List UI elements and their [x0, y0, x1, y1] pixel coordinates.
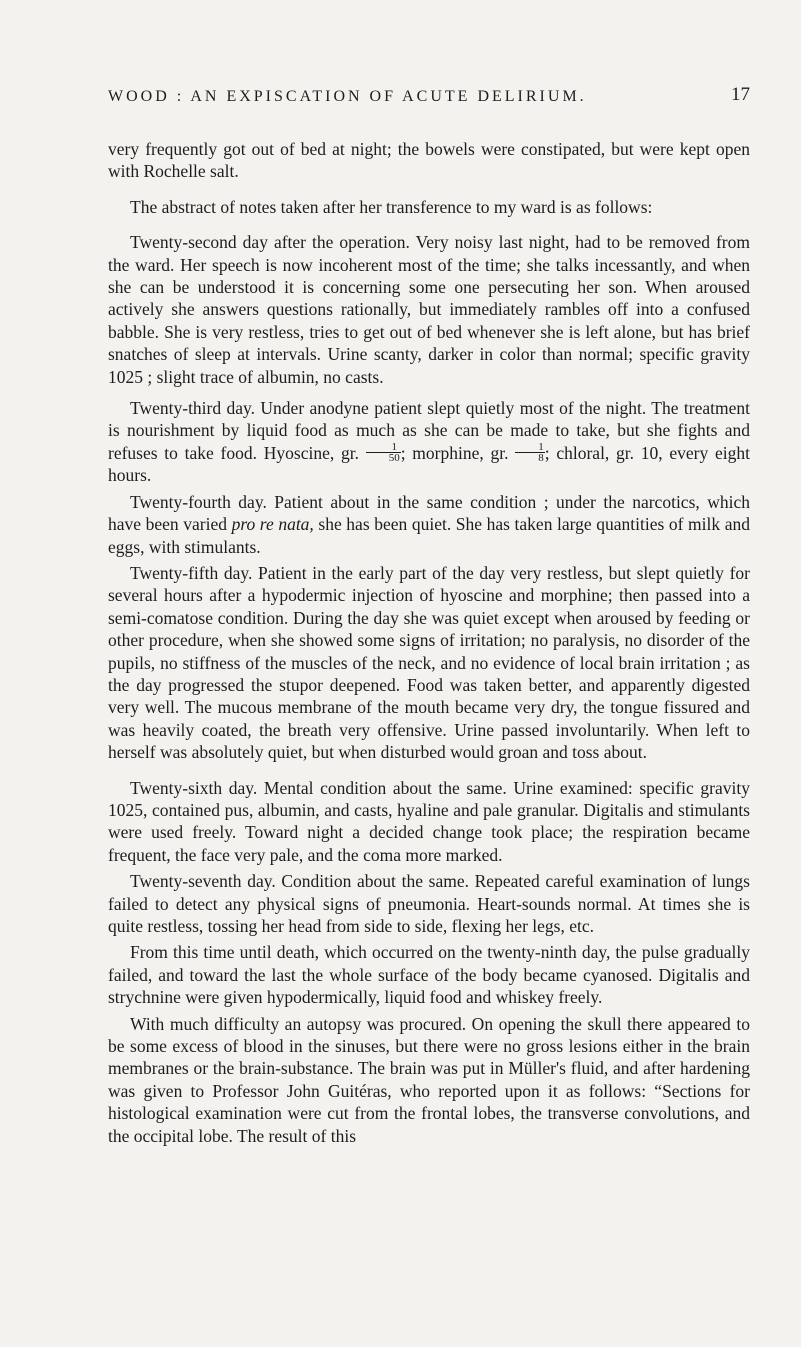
- paragraph-death: From this time until death, which occurred on the twenty-ninth day, the pulse gradually failed, and toward the last the whole surface of the body became cyanosed. Digitalis and strychnine were given hypodermically, liquid food and whiskey freely.: [108, 942, 750, 1008]
- day-23-text-middle: ; morphine, gr.: [400, 442, 516, 463]
- fraction-morphine-dose: [515, 442, 545, 463]
- paragraph-day-27: Twenty-seventh day. Condition about the same. Repeated careful examination of lungs failed to detect any physical signs of pneumonia. Heart-sounds normal. At times she is quite restless, tossing her head from side to side, flexing her legs, etc.: [108, 871, 750, 936]
- page-number: 17: [731, 84, 750, 105]
- day-24-text-after: she has been quiet. She has taken large quantities of milk and eggs, with stimulants.: [108, 514, 751, 557]
- fraction-numerator: 1: [366, 442, 401, 453]
- paragraph-day-23: [108, 397, 750, 487]
- running-header: [108, 84, 750, 110]
- paragraph-day-25: Twenty-fifth day. Patient in the early part of the day very restless, but slept quietly for several hours after a hypodermic injection of hyoscine and morphine; then passed into a semi-comatose condition. During the day she was quiet except when aroused by feeding or other procedure, when she showed some signs of irritation; no paralysis, no disorder of the pupils, no stiffness of the muscles of the neck, and no evidence of local brain irritation ; as the day progressed the stupor deepened. Food was taken better, and apparently digested very well. The mucous membrane of the mouth became very dry, the tongue fissured and was heavily coated, the breath very offensive. Urine passed involuntarily. When left to herself was absolutely quiet, but when disturbed would groan and toss about.: [108, 562, 750, 763]
- day-23-text-after: ; chloral, gr. 10, every eight hours.: [108, 442, 750, 486]
- paragraph-day-26: Twenty-sixth day. Mental condition about the same. Urine examined: specific gravity 1025, contained pus, albumin, and casts, hyaline and pale granular. Digitalis and stimulants were used freely. Toward night a decided change took place; the respiration became frequent, the face very pale, and the coma more marked.: [108, 777, 750, 865]
- day-24-text-before: Twenty-fourth day. Patient about in the same condition ; under the narcotics, which have been varied: [108, 491, 750, 535]
- fraction-hyoscine-dose: [366, 442, 401, 463]
- running-title: WOOD : AN EXPISCATION OF ACUTE DELIRIUM.: [108, 88, 587, 105]
- paragraph-day-24: [108, 491, 750, 558]
- fraction-numerator: 1: [515, 442, 545, 453]
- day-24-italic-phrase: pro re nata,: [231, 514, 314, 535]
- paragraph-abstract-intro: The abstract of notes taken after her transference to my ward is as follows:: [130, 196, 653, 217]
- day-23-text-before: Twenty-third day. Under anodyne patient slept quietly most of the night. The treatment is nourishment by liquid food as much as she can be made to take, but she fights and refuses to take food. Hyoscine, gr.: [108, 398, 750, 463]
- body-text: [108, 138, 750, 1147]
- fraction-denominator: 8: [538, 451, 544, 464]
- paragraph-autopsy: With much difficulty an autopsy was procured. On opening the skull there appeared to be some excess of blood in the sinuses, but there were no gross lesions either in the brain membranes or the brain-substance. The brain was put in Müller's fluid, and after hardening was given to Professor John Guitéras, who reported upon it as follows: “Sections for histological examination were cut from the frontal lobes, the transverse convolutions, and the occipital lobe. The result of this: [108, 1013, 750, 1146]
- paragraph-day-22: Twenty-second day after the operation. Very noisy last night, had to be removed from the ward. Her speech is now incoherent most of the time; she talks incessantly, and when she can be understood it is concerning some one persecuting her son. When aroused actively she answers questions rationally, but immediately rambles off into a confused babble. She is very restless, tries to get out of bed whenever she is left alone, but has brief snatches of sleep at intervals. Urine scanty, darker in color than normal; specific gravity 1025 ; slight trace of albumin, no casts.: [108, 232, 750, 387]
- fraction-denominator: 50: [388, 451, 400, 464]
- paragraph-continuation: very frequently got out of bed at night; the bowels were constipated, but were kept open with Rochelle salt.: [108, 139, 750, 182]
